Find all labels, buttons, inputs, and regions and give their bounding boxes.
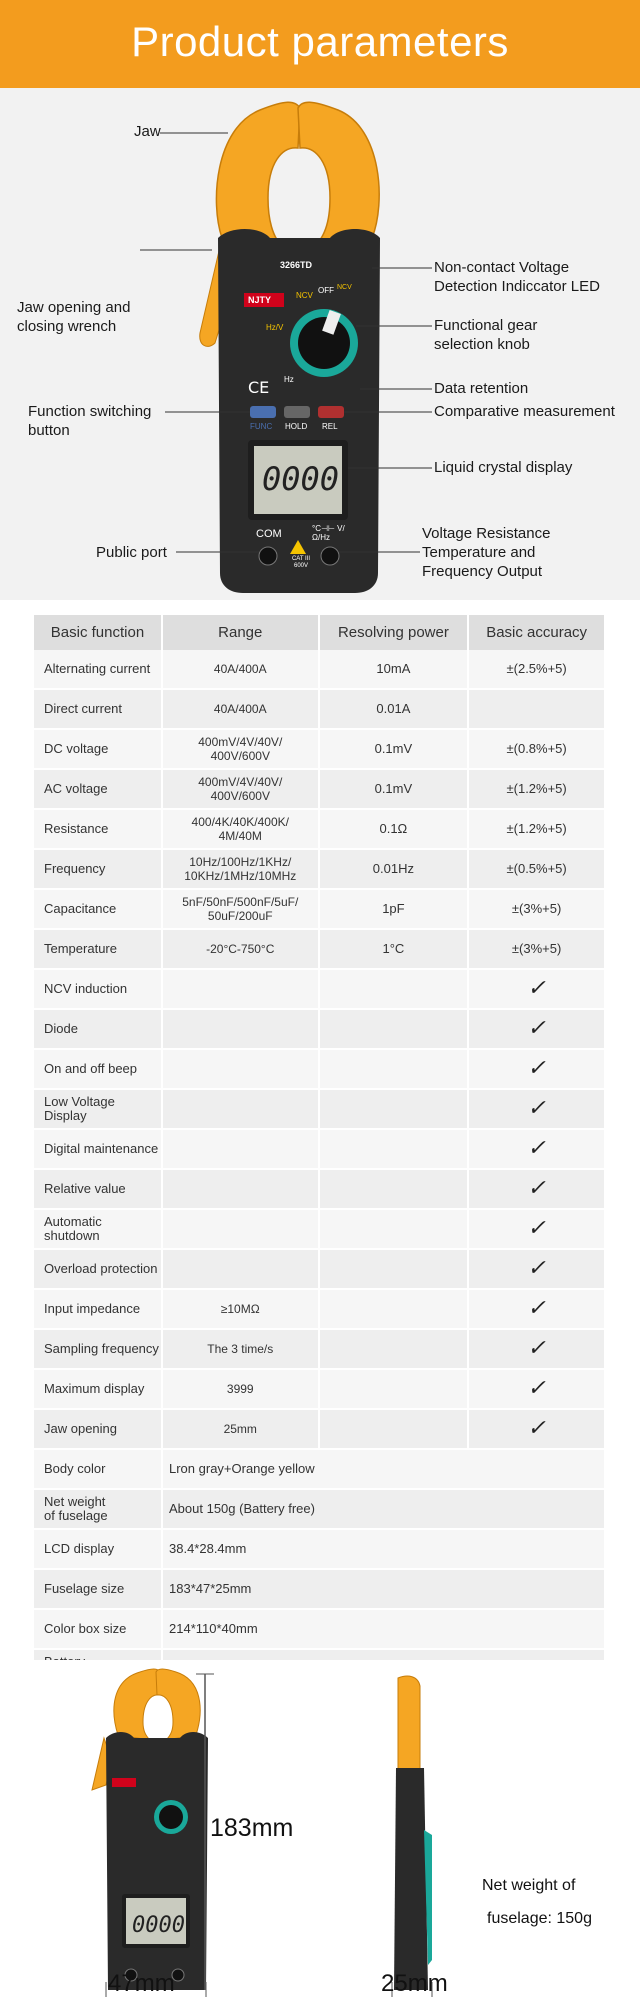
spec-row bbox=[34, 1530, 606, 1570]
accuracy-cell: ✓ bbox=[469, 1290, 606, 1330]
table-row bbox=[34, 1010, 606, 1050]
resolving-power-cell: 0.01Hz bbox=[320, 850, 470, 890]
accuracy-cell: ✓ bbox=[469, 1090, 606, 1130]
function-cell: Relative value bbox=[34, 1170, 163, 1210]
resolving-power-cell bbox=[320, 1330, 470, 1370]
title-banner bbox=[0, 0, 640, 88]
table-header-row bbox=[34, 615, 606, 650]
function-cell: Overload protection bbox=[34, 1250, 163, 1290]
function-cell: DC voltage bbox=[34, 730, 163, 770]
lcd-readout: 0000 bbox=[262, 460, 340, 498]
range-cell bbox=[163, 970, 320, 1010]
range-cell bbox=[163, 1010, 320, 1050]
function-cell: Automatic shutdown bbox=[34, 1210, 163, 1250]
jaw-left bbox=[216, 102, 300, 248]
table-row bbox=[34, 650, 606, 690]
resolving-power-cell: 1pF bbox=[320, 890, 470, 930]
table-row bbox=[34, 890, 606, 930]
col-basic-function: Basic function bbox=[34, 615, 163, 650]
callout-lcd: Liquid crystal display bbox=[434, 459, 573, 476]
accuracy-cell bbox=[469, 690, 606, 730]
v-port-label: °C⊣⊢ V/Ω/Hz bbox=[312, 524, 345, 542]
spec-label-cell: Fuselage size bbox=[34, 1570, 163, 1610]
accuracy-cell: ±(1.2%+5) bbox=[469, 810, 606, 850]
range-cell: ≥10MΩ bbox=[163, 1290, 320, 1330]
side-view-body bbox=[394, 1768, 428, 1990]
net-weight-label: Net weight of bbox=[482, 1877, 576, 1894]
table-row bbox=[34, 1170, 606, 1210]
table-row bbox=[34, 1210, 606, 1250]
range-cell bbox=[163, 1170, 320, 1210]
spec-label-cell: LCD display bbox=[34, 1530, 163, 1570]
col-resolving-power: Resolving power bbox=[320, 615, 470, 650]
knob-center bbox=[298, 317, 350, 369]
range-cell: 400mV/4V/40V/ 400V/600V bbox=[163, 770, 320, 810]
front-meter-body bbox=[106, 1732, 208, 1990]
resolving-power-cell bbox=[320, 1210, 470, 1250]
svg-text:0000: 0000 bbox=[132, 1913, 185, 1938]
spec-row bbox=[34, 1450, 606, 1490]
range-cell: 10Hz/100Hz/1KHz/ 10KHz/1MHz/10MHz bbox=[163, 850, 320, 890]
range-cell: 400mV/4V/40V/ 400V/600V bbox=[163, 730, 320, 770]
table-row bbox=[34, 730, 606, 770]
knob-ncv-label: NCV bbox=[296, 291, 313, 300]
resolving-power-cell: 10mA bbox=[320, 650, 470, 690]
accuracy-cell: ✓ bbox=[469, 1370, 606, 1410]
dimension-section bbox=[0, 1660, 640, 1997]
function-cell: Temperature bbox=[34, 930, 163, 970]
accuracy-cell: ±(1.2%+5) bbox=[469, 770, 606, 810]
function-cell: Capacitance bbox=[34, 890, 163, 930]
accuracy-cell: ✓ bbox=[469, 1330, 606, 1370]
width-dimension: 47mm bbox=[108, 1970, 175, 1997]
callout-vr-output: Voltage Resistance Temperature and Frequency Output bbox=[422, 525, 551, 580]
callout-gear-knob: Functional gear selection knob bbox=[434, 317, 538, 353]
table-row bbox=[34, 1290, 606, 1330]
function-cell: Diode bbox=[34, 1010, 163, 1050]
range-cell: 40A/400A bbox=[163, 650, 320, 690]
dimension-illustration bbox=[0, 1660, 640, 1997]
com-port bbox=[259, 547, 277, 565]
accuracy-cell: ✓ bbox=[469, 1410, 606, 1450]
spec-table bbox=[34, 615, 606, 1690]
accuracy-cell: ✓ bbox=[469, 1250, 606, 1290]
table-row bbox=[34, 810, 606, 850]
knob-off-label: OFF bbox=[318, 286, 334, 295]
function-cell: Low Voltage Display bbox=[34, 1090, 163, 1130]
model-label: 3266TD bbox=[280, 260, 313, 270]
table-row bbox=[34, 930, 606, 970]
spec-label-cell: Color box size bbox=[34, 1610, 163, 1650]
resolving-power-cell: 0.01A bbox=[320, 690, 470, 730]
ce-mark: CE bbox=[248, 378, 270, 397]
table-row bbox=[34, 690, 606, 730]
table-row bbox=[34, 970, 606, 1010]
range-cell: 40A/400A bbox=[163, 690, 320, 730]
table-row bbox=[34, 1090, 606, 1130]
resolving-power-cell bbox=[320, 1050, 470, 1090]
range-cell bbox=[163, 1250, 320, 1290]
accuracy-cell: ✓ bbox=[469, 1130, 606, 1170]
range-cell: 5nF/50nF/500nF/5uF/ 50uF/200uF bbox=[163, 890, 320, 930]
table-row bbox=[34, 850, 606, 890]
accuracy-cell: ✓ bbox=[469, 1210, 606, 1250]
function-cell: On and off beep bbox=[34, 1050, 163, 1090]
resolving-power-cell bbox=[320, 1090, 470, 1130]
knob-hz-label: Hz bbox=[284, 375, 294, 384]
function-cell: Maximum display bbox=[34, 1370, 163, 1410]
spec-value-cell: Lron gray+Orange yellow bbox=[163, 1450, 606, 1490]
table-row bbox=[34, 1130, 606, 1170]
function-cell: Frequency bbox=[34, 850, 163, 890]
range-cell: 400/4K/40K/400K/ 4M/40M bbox=[163, 810, 320, 850]
col-basic-accuracy: Basic accuracy bbox=[469, 615, 606, 650]
hold-button-label: HOLD bbox=[285, 422, 308, 431]
resolving-power-cell: 1°C bbox=[320, 930, 470, 970]
table-row bbox=[34, 1410, 606, 1450]
accuracy-cell: ±(2.5%+5) bbox=[469, 650, 606, 690]
callout-function-button: Function switching button bbox=[28, 403, 152, 439]
resolving-power-cell: 0.1mV bbox=[320, 770, 470, 810]
range-cell: The 3 time/s bbox=[163, 1330, 320, 1370]
func-button-shape[interactable] bbox=[250, 406, 276, 418]
device-diagram bbox=[0, 88, 640, 600]
resolving-power-cell bbox=[320, 1290, 470, 1330]
accuracy-cell: ±(0.8%+5) bbox=[469, 730, 606, 770]
spec-value-cell: 183*47*25mm bbox=[163, 1570, 606, 1610]
net-weight-value: fuselage: 150g bbox=[487, 1910, 592, 1927]
function-cell: Direct current bbox=[34, 690, 163, 730]
function-cell: Input impedance bbox=[34, 1290, 163, 1330]
jaw-right bbox=[298, 102, 379, 248]
side-view-jaw bbox=[398, 1676, 420, 1778]
function-cell: AC voltage bbox=[34, 770, 163, 810]
col-range: Range bbox=[163, 615, 320, 650]
resolving-power-cell bbox=[320, 1010, 470, 1050]
rel-button-label: REL bbox=[322, 422, 338, 431]
spec-label-cell: Body color bbox=[34, 1450, 163, 1490]
resolving-power-cell bbox=[320, 1130, 470, 1170]
function-cell: Alternating current bbox=[34, 650, 163, 690]
callout-comparative: Comparative measurement bbox=[434, 403, 615, 420]
hold-button-shape[interactable] bbox=[284, 406, 310, 418]
function-cell: Jaw opening bbox=[34, 1410, 163, 1450]
range-cell: -20°C-750°C bbox=[163, 930, 320, 970]
accuracy-cell: ✓ bbox=[469, 970, 606, 1010]
brand-label: NJTY bbox=[248, 295, 272, 305]
range-cell bbox=[163, 1050, 320, 1090]
function-cell: Digital maintenance bbox=[34, 1130, 163, 1170]
range-cell bbox=[163, 1130, 320, 1170]
accuracy-cell: ±(0.5%+5) bbox=[469, 850, 606, 890]
accuracy-cell: ✓ bbox=[469, 1010, 606, 1050]
callout-ncv-led: Non-contact Voltage Detection Indiccator LED bbox=[434, 259, 600, 295]
accuracy-cell: ✓ bbox=[469, 1170, 606, 1210]
range-cell: 25mm bbox=[163, 1410, 320, 1450]
callout-data-retention: Data retention bbox=[434, 380, 529, 397]
cat-label: CAT III 600V bbox=[291, 556, 311, 569]
table-row bbox=[34, 1250, 606, 1290]
spec-value-cell: About 150g (Battery free) bbox=[163, 1490, 606, 1530]
spec-table-body bbox=[34, 650, 606, 1690]
function-cell: Resistance bbox=[34, 810, 163, 850]
accuracy-cell: ±(3%+5) bbox=[469, 930, 606, 970]
function-cell: Sampling frequency bbox=[34, 1330, 163, 1370]
v-port bbox=[321, 547, 339, 565]
spec-value-cell: 38.4*28.4mm bbox=[163, 1530, 606, 1570]
accuracy-cell: ✓ bbox=[469, 1050, 606, 1090]
spec-value-cell: 214*110*40mm bbox=[163, 1610, 606, 1650]
resolving-power-cell bbox=[320, 1410, 470, 1450]
table-row bbox=[34, 770, 606, 810]
accuracy-cell: ±(3%+5) bbox=[469, 890, 606, 930]
spec-label-cell: Net weight of fuselage bbox=[34, 1490, 163, 1530]
function-cell: NCV induction bbox=[34, 970, 163, 1010]
func-button-label: FUNC bbox=[250, 422, 273, 431]
resolving-power-cell bbox=[320, 970, 470, 1010]
table-row bbox=[34, 1050, 606, 1090]
knob-hzv-label: Hz/V bbox=[266, 323, 284, 332]
resolving-power-cell: 0.1mV bbox=[320, 730, 470, 770]
callout-jaw: Jaw bbox=[134, 123, 161, 140]
range-cell: 3999 bbox=[163, 1370, 320, 1410]
table-row bbox=[34, 1330, 606, 1370]
depth-dimension: 25mm bbox=[381, 1970, 448, 1997]
com-port-label: COM bbox=[256, 528, 282, 540]
ncv-led-label: NCV bbox=[337, 284, 352, 291]
range-cell bbox=[163, 1210, 320, 1250]
range-cell bbox=[163, 1090, 320, 1130]
spec-row bbox=[34, 1490, 606, 1530]
table-row bbox=[34, 1370, 606, 1410]
resolving-power-cell bbox=[320, 1370, 470, 1410]
spec-row bbox=[34, 1610, 606, 1650]
resolving-power-cell bbox=[320, 1170, 470, 1210]
spec-row bbox=[34, 1570, 606, 1610]
resolving-power-cell: 0.1Ω bbox=[320, 810, 470, 850]
height-dimension: 183mm bbox=[210, 1814, 294, 1842]
resolving-power-cell bbox=[320, 1250, 470, 1290]
callout-jaw-wrench: Jaw opening and closing wrench bbox=[17, 299, 131, 335]
rel-button-shape[interactable] bbox=[318, 406, 344, 418]
page-title: Product parameters bbox=[131, 18, 509, 65]
callout-public-port: Public port bbox=[96, 544, 167, 561]
